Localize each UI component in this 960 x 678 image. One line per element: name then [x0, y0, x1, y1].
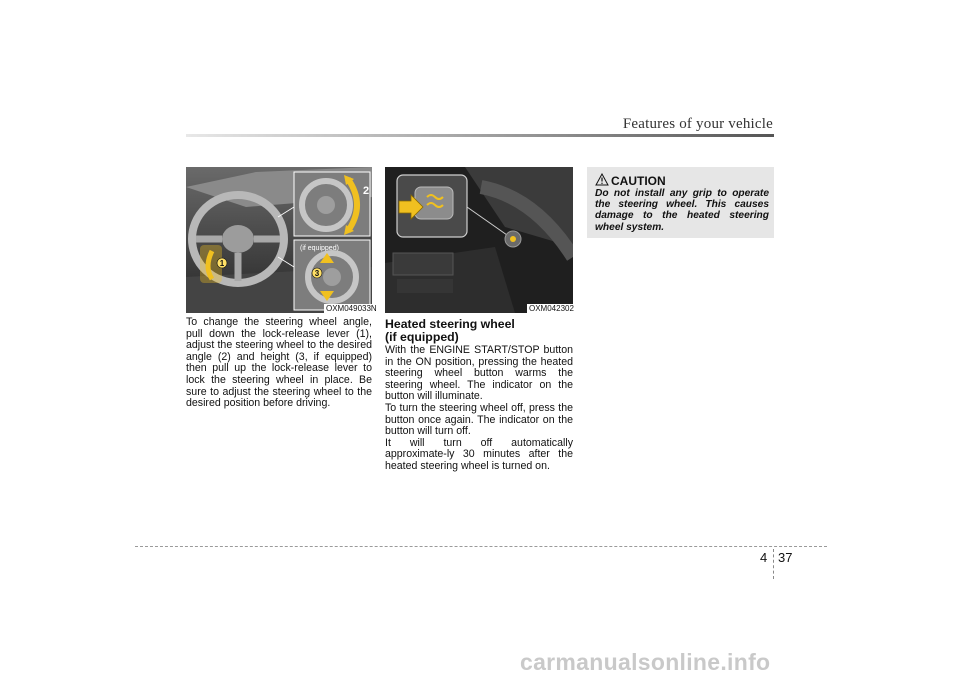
inset-if-equipped-label: (if equipped) — [300, 245, 339, 252]
footer-rule — [135, 546, 827, 547]
caution-heading: CAUTION — [611, 174, 666, 188]
watermark-text: carmanualsonline.info — [520, 649, 771, 675]
heated-steering-illustration — [385, 167, 573, 313]
caution-text: Do not install any grip to operate the steering wheel. This causes damage to the heated steering wheel system. — [595, 188, 769, 233]
heated-paragraph: With the ENGINE START/STOP button in the ON position, pressing the heated steering wheel button warms the steering wheel. The indicator on the button will illuminate. — [385, 344, 573, 403]
page-number-divider — [773, 549, 774, 579]
page-header-title: Features of your vehicle — [622, 116, 773, 132]
heated-paragraph: It will turn off automatically approximate-ly 30 minutes after the heated steering wheel is turned on. — [385, 436, 573, 472]
heated-steering-figure — [385, 167, 573, 313]
warning-triangle-icon — [595, 173, 609, 186]
heated-steering-section — [385, 318, 573, 473]
figure-code-left: OXM049033N — [326, 304, 377, 313]
callout-3: 3 — [314, 269, 320, 278]
steering-adjust-figure — [186, 167, 372, 313]
caution-box — [587, 167, 774, 238]
steering-adjust-paragraph: To change the steering wheel angle, pull down the lock-release lever (1), adjust the steering wheel to the desired angle (2) and height (3, if equipped) then pull up the lock-release lever to lock the steering wheel in place. Be sure to adjust the steering wheel to the desired position before driving. — [186, 316, 372, 410]
steering-adjust-illustration — [186, 167, 372, 313]
chapter-number: 4 — [760, 550, 768, 565]
section-heading-line1: Heated steering wheel — [385, 317, 515, 331]
figure-code-middle: OXM042302 — [529, 304, 574, 313]
page-number: 37 — [778, 550, 793, 565]
callout-2: 2 — [363, 185, 370, 197]
heated-paragraph: To turn the steering wheel off, press the button once again. The indicator on the button will turn off. — [385, 401, 573, 438]
callout-1: 1 — [219, 259, 225, 268]
header-rule — [186, 134, 774, 137]
section-heading-line2: (if equipped) — [385, 330, 459, 344]
heated-steering-body — [385, 345, 573, 473]
